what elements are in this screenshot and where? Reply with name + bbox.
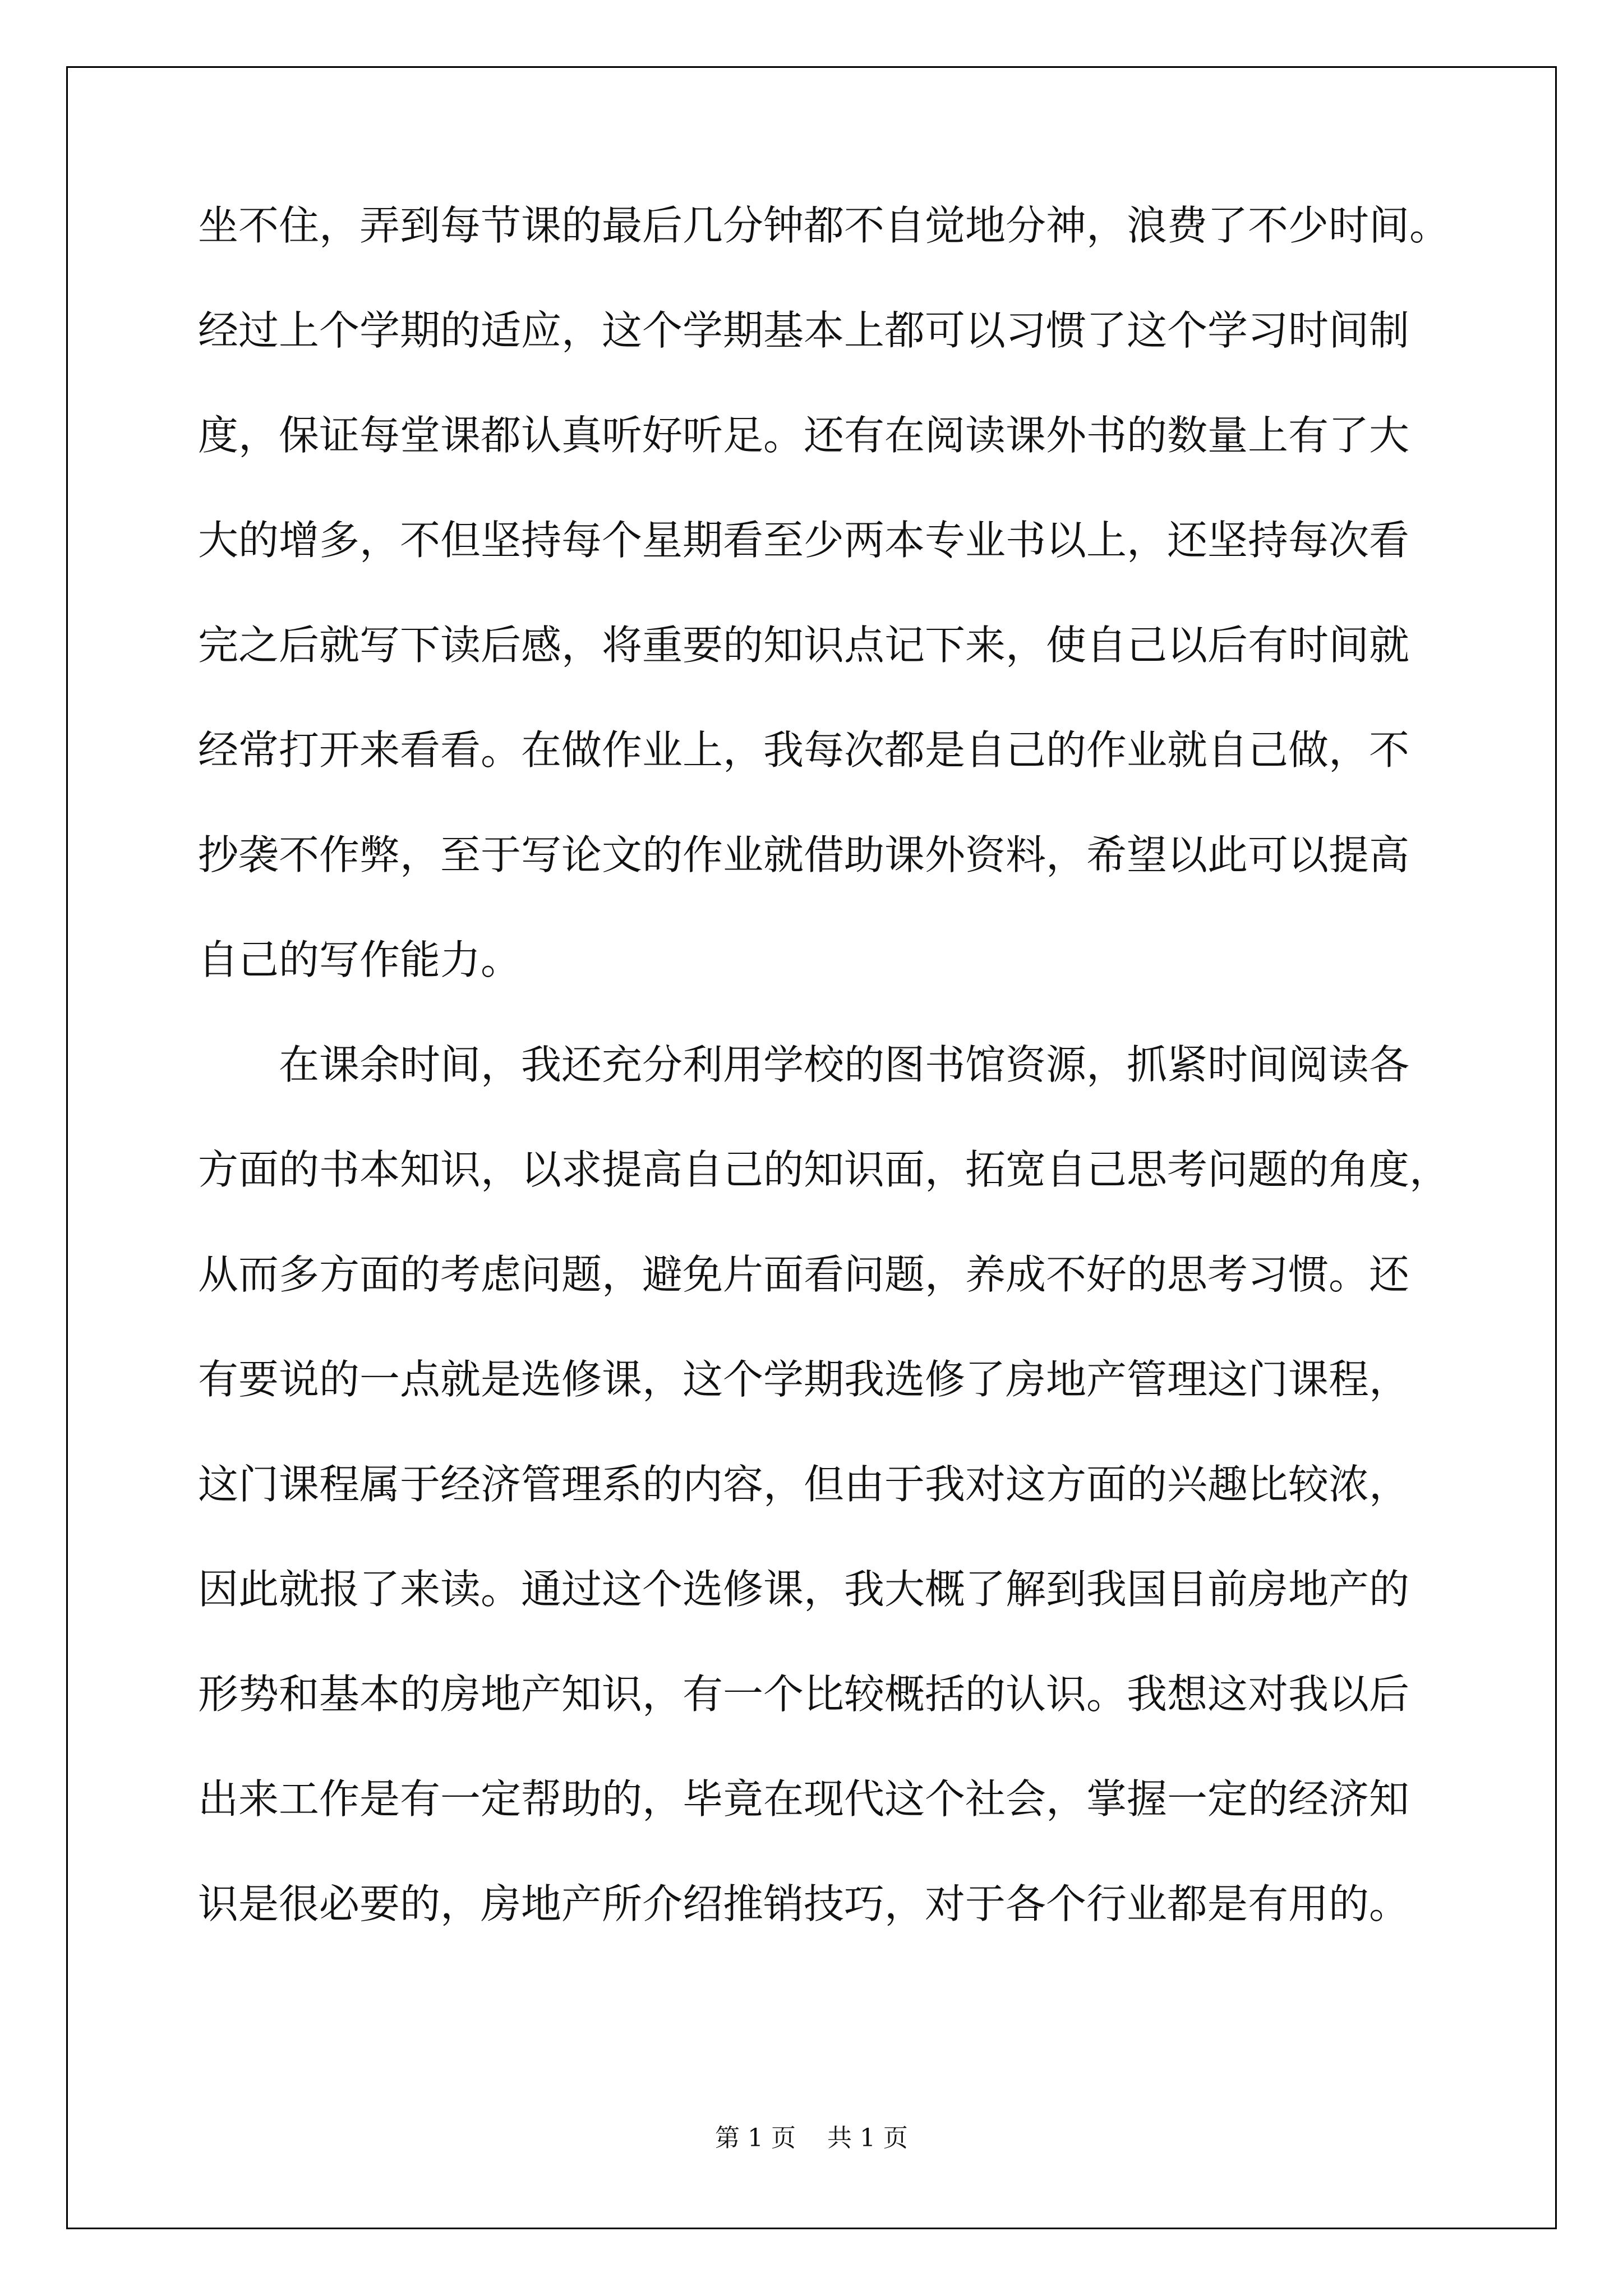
page-footer: 第 1 页 共 1 页 [715,2124,908,2152]
text-line: 识是很必要的，房地产所介绍推销技巧，对于各个行业都是有用的。 [198,1880,1410,1927]
text-line: 抄袭不作弊，至于写论文的作业就借助课外资料，希望以此可以提高 [198,831,1410,878]
text-line: 经过上个学期的适应，这个学期基本上都可以习惯了这个学习时间制 [198,307,1410,354]
text-line: 度，保证每堂课都认真听好听足。还有在阅读课外书的数量上有了大 [198,412,1410,459]
text-line: 方面的书本知识，以求提高自己的知识面，拓宽自己思考问题的角度， [198,1146,1450,1193]
text-line: 完之后就写下读后感，将重要的知识点记下来，使自己以后有时间就 [198,622,1410,669]
text-line: 坐不住，弄到每节课的最后几分钟都不自觉地分神，浪费了不少时间。 [198,202,1450,249]
text-line: 从而多方面的考虑问题，避免片面看问题，养成不好的思考习惯。还 [198,1251,1410,1298]
text-line: 形势和基本的房地产知识，有一个比较概括的认识。我想这对我以后 [198,1671,1410,1718]
text-line-paragraph-start: 在课余时间，我还充分利用学校的图书馆资源，抓紧时间阅读各 [279,1041,1410,1088]
text-line: 经常打开来看看。在做作业上，我每次都是自己的作业就自己做，不 [198,726,1410,774]
text-line: 出来工作是有一定帮助的，毕竟在现代这个社会，掌握一定的经济知 [198,1775,1410,1823]
text-line: 因此就报了来读。通过这个选修课，我大概了解到我国目前房地产的 [198,1566,1410,1613]
text-line: 自己的写作能力。 [198,936,522,983]
text-line: 有要说的一点就是选修课，这个学期我选修了房地产管理这门课程， [198,1356,1410,1403]
document-body [198,197,1454,1981]
text-line: 这门课程属于经济管理系的内容，但由于我对这方面的兴趣比较浓， [198,1461,1410,1508]
text-line: 大的增多，不但坚持每个星期看至少两本专业书以上，还坚持每次看 [198,517,1410,564]
